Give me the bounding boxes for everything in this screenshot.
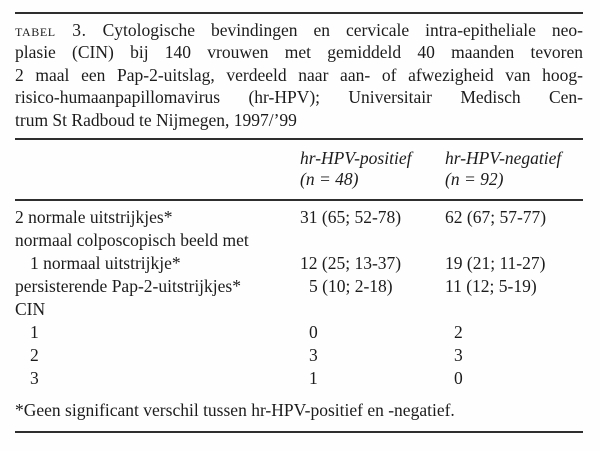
cell-value: 19 (21; 11-27) xyxy=(445,253,546,274)
table-row xyxy=(15,321,583,344)
cell-value xyxy=(445,229,583,252)
caption-line xyxy=(15,19,583,41)
column-header-hr-hpv-negatief xyxy=(445,148,583,190)
cell-value: 12 (25; 13-37) xyxy=(300,253,402,274)
caption-line: risico-humaanpapillomavirus (hr-HPV); Universitair Medisch Cen- xyxy=(15,87,583,108)
top-rule xyxy=(15,12,583,14)
table-row xyxy=(15,298,583,321)
caption-line: plasie (CIN) bij 140 vrouwen met gemiddeld 40 maanden tevoren xyxy=(15,42,583,63)
cell-value xyxy=(300,229,445,252)
cell-value xyxy=(300,298,445,321)
row-label: 1 xyxy=(30,322,39,343)
cell-value: 5 (10; 2-18) xyxy=(309,276,393,297)
row-label: persisterende Pap-2-uitstrijkjes* xyxy=(15,276,241,297)
cell-value: 3 xyxy=(454,345,463,366)
row-label: 1 normaal uitstrijkje* xyxy=(30,253,181,274)
caption-line: 2 maal een Pap-2-uitslag, verdeeld naar aan- of afwezigheid van hoog- xyxy=(15,64,583,85)
caption-text: Cytologische bevindingen en cervicale intra-epitheliale neo- xyxy=(102,20,584,40)
row-label: normaal colposcopisch beeld met xyxy=(15,230,249,251)
column-title: hr-HPV-positief xyxy=(300,148,412,169)
row-label: 3 xyxy=(30,368,39,389)
column-subtitle: (n = 92) xyxy=(445,169,504,190)
row-label: CIN xyxy=(15,299,46,320)
table-footnote: *Geen significant verschil tussen hr-HPV-positief en -negatief. xyxy=(15,400,455,421)
header-spacer xyxy=(15,148,300,190)
table-body xyxy=(15,201,583,390)
table-row xyxy=(15,229,583,252)
row-label: 2 normale uitstrijkjes* xyxy=(15,207,173,228)
cell-value: 0 xyxy=(309,322,318,343)
cell-value: 3 xyxy=(309,345,318,366)
cell-value: 1 xyxy=(309,368,318,389)
cell-value: 2 xyxy=(454,322,463,343)
table-header-row xyxy=(15,140,583,199)
column-header-hr-hpv-positief xyxy=(300,148,445,190)
column-subtitle: (n = 48) xyxy=(300,169,359,190)
table-row xyxy=(15,206,583,229)
cell-value: 11 (12; 5-19) xyxy=(445,276,537,297)
caption-line: trum St Radboud te Nijmegen, 1997/’99 xyxy=(15,109,297,130)
cell-value xyxy=(445,298,583,321)
table-caption xyxy=(15,19,583,131)
table-figure xyxy=(15,0,583,433)
cell-value: 62 (67; 57-77) xyxy=(445,207,547,228)
row-label: 2 xyxy=(30,345,39,366)
caption-table-number: tabel 3. xyxy=(15,20,87,40)
cell-value: 31 (65; 52-78) xyxy=(300,207,402,228)
table-row xyxy=(15,252,583,275)
bottom-rule xyxy=(15,431,583,433)
column-title: hr-HPV-negatief xyxy=(445,148,562,169)
table-row xyxy=(15,367,583,390)
table-row xyxy=(15,275,583,298)
cell-value: 0 xyxy=(454,368,463,389)
table-row xyxy=(15,344,583,367)
